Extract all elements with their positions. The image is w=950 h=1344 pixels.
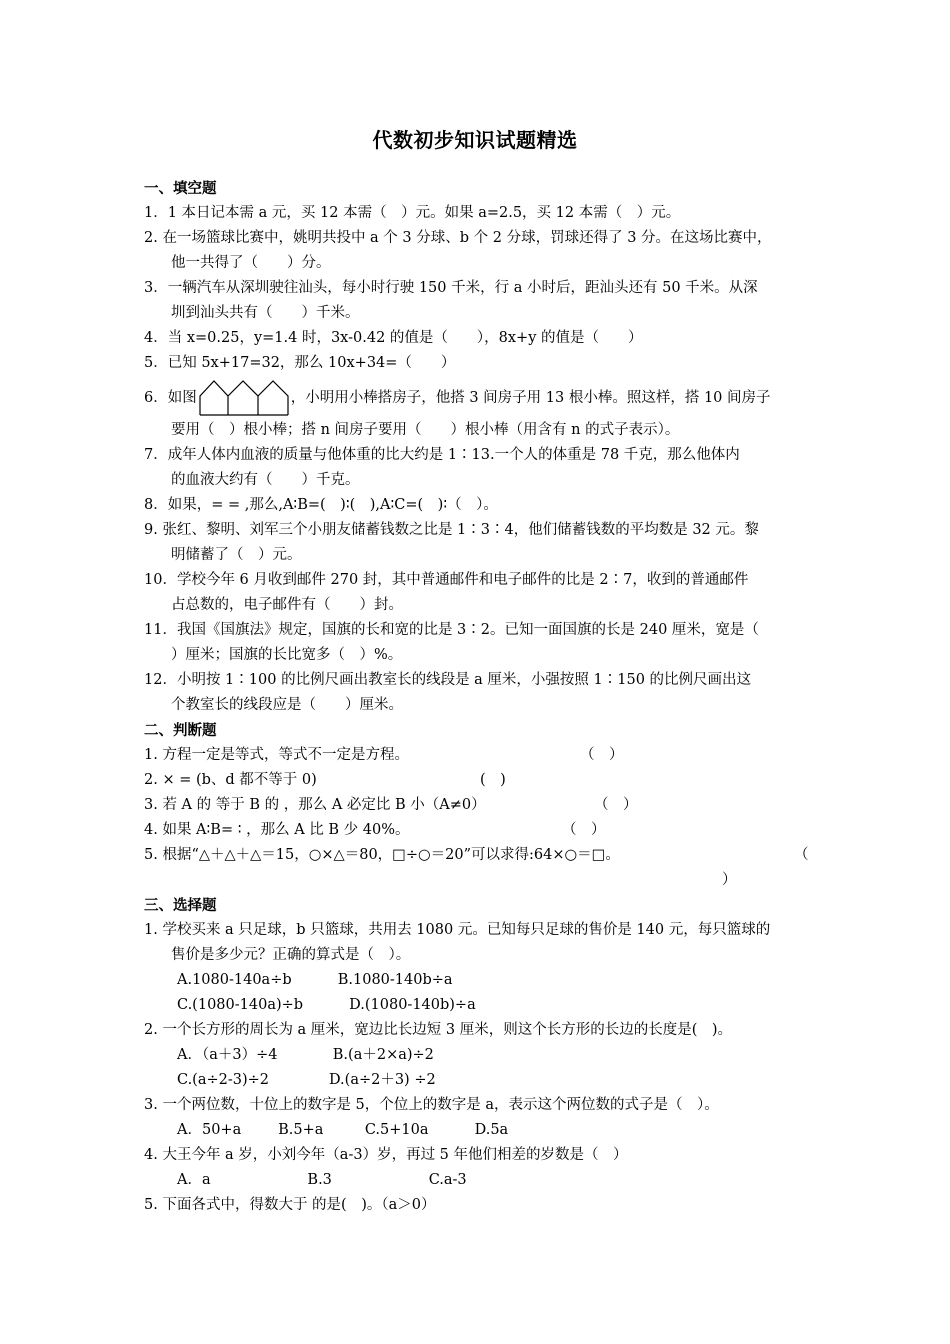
section-heading-judge: 二、判断题 [144, 722, 217, 739]
fill-question-3-line-1: 3．一辆汽车从深圳驶往汕头，每小时行驶 150 千米，行 a 小时后，距汕头还有 50 千米。从深 [144, 280, 758, 296]
judge-question-4-text: 4. 如果 A∶B= ∶ ，那么 A 比 B 少 40%。 [144, 822, 410, 838]
choice-question-5: 5. 下面各式中，得数大于 的是( )。（a＞0） [144, 1197, 436, 1213]
judge-answer-paren-5-open: （ [794, 847, 809, 863]
fill-question-11-line-1: 11．我国《国旗法》规定，国旗的长和宽的比是 3∶2。已知一面国旗的长是 240 厘米，宽是（ [144, 622, 759, 638]
document-content [144, 176, 808, 1218]
fill-question-8: 8．如果，= = ,那么,A∶B=( )∶( ),A∶C=( )∶（ ）。 [144, 497, 498, 513]
fill-question-12-line-2: 个教室长的线段应是（ ）厘米。 [171, 697, 403, 713]
judge-answer-paren-2: ( ) [480, 772, 506, 788]
fill-question-9-line-2: 明储蓄了（ ）元。 [171, 547, 302, 563]
choice-question-1-line-1: 1. 学校买来 a 只足球，b 只篮球，共用去 1080 元。已知每只足球的售价是 140 元，每只篮球的 [144, 922, 771, 938]
choice-question-4: 4. 大王今年 a 岁，小刘今年（a-3）岁，再过 5 年他们相差的岁数是（ ） [144, 1147, 628, 1163]
judge-question-1-text: 1. 方程一定是等式，等式不一定是方程。 [144, 747, 409, 763]
fill-question-6-suffix: ，小明用小棒搭房子，他搭 3 间房子用 13 根小棒。照这样，搭 10 间房子 [290, 390, 771, 406]
choice-question-2-options-ab: A．（a＋3）÷4 B.(a＋2×a)÷2 [177, 1047, 434, 1063]
page-title: 代数初步知识试题精选 [372, 128, 578, 152]
fill-question-6-prefix: 6．如图 [144, 390, 197, 406]
choice-question-2-options-cd: C.(a÷2-3)÷2 D.(a÷2＋3) ÷2 [177, 1072, 436, 1088]
judge-answer-paren-3: （ ） [594, 797, 638, 813]
fill-question-1: 1．1 本日记本需 a 元，买 12 本需（ ）元。如果 a=2.5，买 12 本需（ ）元。 [144, 205, 681, 221]
judge-answer-paren-4: （ ） [562, 822, 606, 838]
stick-houses-figure [199, 380, 289, 416]
judge-question-3-text: 3. 若 A 的 等于 B 的 ，那么 A 必定比 B 小（A≠0） [144, 797, 486, 813]
judge-question-5-continued [144, 868, 808, 893]
fill-question-7-line-2: 的血液大约有（ ）千克。 [171, 472, 360, 488]
judge-question-2 [144, 768, 808, 793]
fill-question-9-line-1: 9. 张红、黎明、刘军三个小朋友储蓄钱数之比是 1∶3∶4，他们储蓄钱数的平均数是 32 元。黎 [144, 522, 759, 538]
choice-question-4-options: A．a B.3 C.a-3 [177, 1172, 467, 1188]
judge-answer-paren-5-close: ） [722, 872, 737, 888]
judge-question-2-text: 2. × = (b、d 都不等于 0) [144, 772, 317, 788]
fill-question-10-line-2: 占总数的，电子邮件有（ ）封。 [171, 597, 403, 613]
fill-question-7-line-1: 7．成年人体内血液的质量与他体重的比大约是 1∶13.一个人的体重是 78 千克，那么他体内 [144, 447, 740, 463]
judge-question-3 [144, 793, 808, 818]
fill-question-6-line-2: 要用（ ）根小棒；搭 n 间房子要用（ ）根小棒（用含有 n 的式子表示）。 [171, 422, 680, 438]
judge-question-5 [144, 843, 808, 868]
fill-question-6-line-1 [144, 378, 808, 418]
choice-question-1-line-2: 售价是多少元？正确的算式是（ ）。 [171, 947, 411, 963]
judge-question-4 [144, 818, 808, 843]
judge-answer-paren-1: （ ） [580, 747, 624, 763]
fill-question-2-line-1: 2. 在一场篮球比赛中，姚明共投中 a 个 3 分球、b 个 2 分球，罚球还得了 3 分。在这场比赛中， [144, 230, 772, 246]
choice-question-1-options-cd: C.(1080-140a)÷b D.(1080-140b)÷a [177, 997, 476, 1013]
choice-question-2: 2. 一个长方形的周长为 a 厘米，宽边比长边短 3 厘米，则这个长方形的长边的长度是( )。 [144, 1022, 733, 1038]
judge-question-5-text: 5. 根据“△＋△＋△＝15，○×△＝80，□÷○＝20”可以求得:64×○＝□。 [144, 847, 620, 863]
judge-question-1 [144, 743, 808, 768]
fill-question-11-line-2: ）厘米；国旗的长比宽多（ ）%。 [171, 647, 403, 663]
section-heading-choice: 三、选择题 [144, 897, 217, 914]
fill-question-4: 4．当 x=0.25，y=1.4 时，3x-0.42 的值是（ ），8x+y 的值是（ ） [144, 330, 643, 346]
choice-question-1-options-ab: A.1080-140a÷b B.1080-140b÷a [177, 972, 453, 988]
section-heading-fill: 一、填空题 [144, 180, 217, 197]
fill-question-12-line-1: 12．小明按 1∶100 的比例尺画出教室长的线段是 a 厘米，小强按照 1∶150 的比例尺画出这 [144, 672, 752, 688]
fill-question-2-line-2: 他一共得了（ ）分。 [171, 255, 331, 271]
choice-question-3-options: A．50+a B.5+a C.5+10a D.5a [177, 1122, 509, 1138]
fill-question-3-line-2: 圳到汕头共有（ ）千米。 [171, 305, 360, 321]
choice-question-3: 3. 一个两位数，十位上的数字是 5，个位上的数字是 a，表示这个两位数的式子是（ ）。 [144, 1097, 719, 1113]
fill-question-5: 5．已知 5x+17=32，那么 10x+34=（ ） [144, 355, 456, 371]
fill-question-10-line-1: 10．学校今年 6 月收到邮件 270 封，其中普通邮件和电子邮件的比是 2∶7，收到的普通邮件 [144, 572, 749, 588]
